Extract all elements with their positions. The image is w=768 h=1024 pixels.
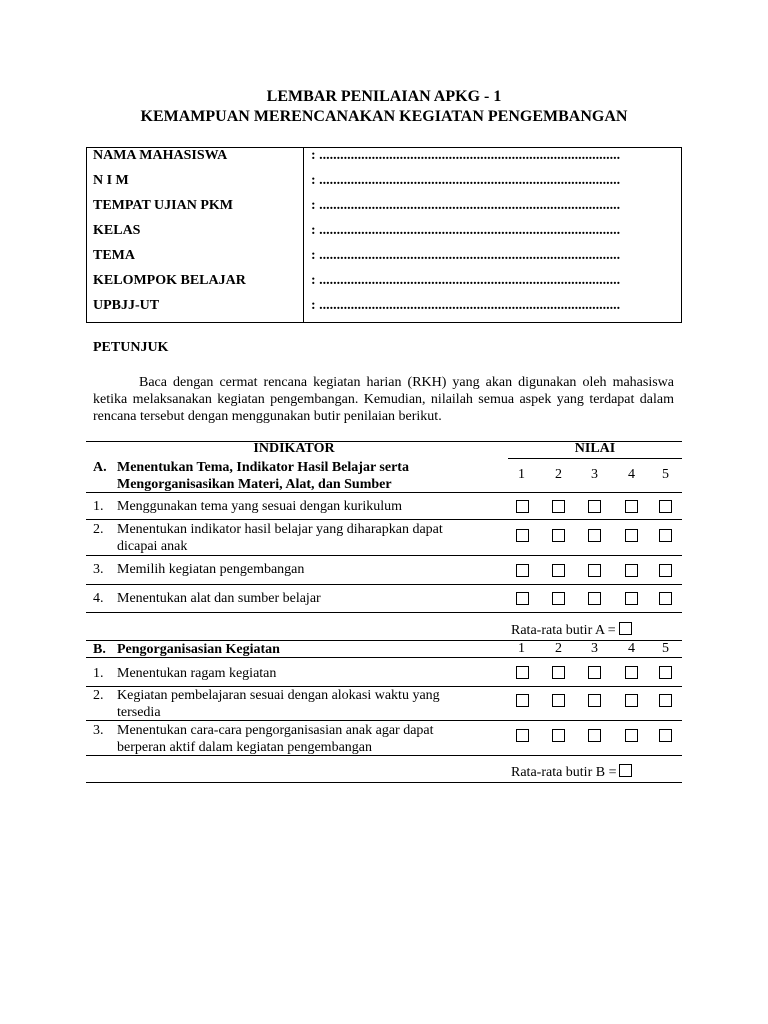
rating-checkbox-a2-1[interactable]	[516, 529, 529, 542]
item-number: 1.	[93, 499, 104, 514]
rating-checkbox-b1-4[interactable]	[625, 666, 638, 679]
item-text: berperan aktif dalam kegiatan pengembangan	[117, 740, 372, 755]
item-number: 1.	[93, 666, 104, 681]
item-number: 3.	[93, 723, 104, 738]
item-text: Menentukan alat dan sumber belajar	[117, 591, 321, 606]
item-text: Menentukan indikator hasil belajar yang diharapkan dapat	[117, 522, 443, 537]
rating-checkbox-a1-3[interactable]	[588, 500, 601, 513]
instructions-text: Baca dengan cermat rencana kegiatan harian (RKH) yang akan digunakan oleh mahasiswa ketika melaksanakan kegiatan pengembangan. Kemudian, nilailah semua aspek yang terdapat dalam rencana tersebut dengan menggunakan butir penilaian berikut.	[93, 375, 674, 424]
row-rule	[86, 555, 682, 556]
item-number: 2.	[93, 522, 104, 537]
identity-label: KELAS	[93, 223, 141, 238]
identity-label: UPBJJ-UT	[93, 298, 160, 313]
item-number: 4.	[93, 591, 104, 606]
identity-row-upbjj	[87, 298, 681, 318]
rating-checkbox-a2-4[interactable]	[625, 529, 638, 542]
section-a-title-line2: Mengorganisasikan Materi, Alat, dan Sumber	[117, 477, 392, 492]
scale-label: 4	[628, 467, 635, 482]
rating-checkbox-a4-5[interactable]	[659, 592, 672, 605]
average-a	[511, 622, 632, 639]
average-b	[511, 764, 632, 781]
identity-row-kelas	[87, 223, 681, 243]
rating-checkbox-a3-4[interactable]	[625, 564, 638, 577]
item-text: Menentukan ragam kegiatan	[117, 666, 277, 681]
row-rule	[86, 657, 682, 658]
section-b-title: Pengorganisasian Kegiatan	[117, 642, 280, 657]
identity-field-tema[interactable]: : ......................................................................................	[311, 248, 621, 263]
average-b-label: Rata-rata butir B =	[511, 765, 617, 780]
rating-checkbox-b3-5[interactable]	[659, 729, 672, 742]
rating-checkbox-b2-3[interactable]	[588, 694, 601, 707]
rating-checkbox-b3-3[interactable]	[588, 729, 601, 742]
row-rule	[86, 755, 682, 756]
identity-field-nim[interactable]: : ......................................................................................	[311, 173, 621, 188]
identity-label: TEMPAT UJIAN PKM	[93, 198, 233, 213]
identity-field-kelas[interactable]: : ......................................................................................	[311, 223, 621, 238]
rating-checkbox-b2-5[interactable]	[659, 694, 672, 707]
item-text: Kegiatan pembelajaran sesuai dengan alokasi waktu yang	[117, 688, 440, 703]
section-a-letter: A.	[93, 460, 107, 475]
rating-checkbox-a3-5[interactable]	[659, 564, 672, 577]
item-number: 2.	[93, 688, 104, 703]
scale-label: 1	[518, 641, 525, 656]
identity-field-upbjj[interactable]: : ......................................................................................	[311, 298, 621, 313]
identity-row-tempat	[87, 198, 681, 218]
identity-table	[86, 147, 682, 323]
identity-row-tema	[87, 248, 681, 268]
rating-checkbox-b1-3[interactable]	[588, 666, 601, 679]
rating-checkbox-a1-2[interactable]	[552, 500, 565, 513]
rating-checkbox-a3-2[interactable]	[552, 564, 565, 577]
scale-label: 5	[662, 467, 669, 482]
rating-checkbox-a3-1[interactable]	[516, 564, 529, 577]
row-rule	[86, 612, 682, 613]
average-a-label: Rata-rata butir A =	[511, 623, 616, 638]
rating-checkbox-b3-2[interactable]	[552, 729, 565, 742]
scale-label: 5	[662, 641, 669, 656]
average-b-box[interactable]	[619, 764, 632, 777]
rating-checkbox-a1-5[interactable]	[659, 500, 672, 513]
row-rule	[86, 584, 682, 585]
identity-label: NAMA MAHASISWA	[93, 148, 228, 163]
identity-field-nama[interactable]: : ......................................................................................	[311, 148, 621, 163]
item-text: tersedia	[117, 705, 161, 720]
col-header-indikator: INDIKATOR	[253, 441, 335, 456]
section-a-title-line1: Menentukan Tema, Indikator Hasil Belajar serta	[117, 460, 409, 475]
rating-checkbox-b3-4[interactable]	[625, 729, 638, 742]
section-b-letter: B.	[93, 642, 106, 657]
scale-label: 4	[628, 641, 635, 656]
rating-checkbox-a1-1[interactable]	[516, 500, 529, 513]
page-title: LEMBAR PENILAIAN APKG - 1	[266, 88, 502, 105]
rating-checkbox-a4-1[interactable]	[516, 592, 529, 605]
row-rule	[86, 519, 682, 520]
rating-checkbox-a4-4[interactable]	[625, 592, 638, 605]
row-rule	[86, 492, 682, 493]
rating-checkbox-a4-3[interactable]	[588, 592, 601, 605]
rating-checkbox-b1-1[interactable]	[516, 666, 529, 679]
instructions-heading: PETUNJUK	[93, 340, 169, 355]
rating-checkbox-a3-3[interactable]	[588, 564, 601, 577]
scale-label: 3	[591, 467, 598, 482]
rating-checkbox-b2-2[interactable]	[552, 694, 565, 707]
identity-field-kelompok[interactable]: : ......................................................................................	[311, 273, 621, 288]
identity-row-nim	[87, 173, 681, 193]
rating-checkbox-a1-4[interactable]	[625, 500, 638, 513]
rating-checkbox-a2-3[interactable]	[588, 529, 601, 542]
rating-checkbox-b1-2[interactable]	[552, 666, 565, 679]
scale-label: 1	[518, 467, 525, 482]
identity-field-tempat[interactable]: : ......................................................................................	[311, 198, 621, 213]
rating-checkbox-b3-1[interactable]	[516, 729, 529, 742]
page-subtitle: KEMAMPUAN MERENCANAKAN KEGIATAN PENGEMBANGAN	[140, 108, 628, 125]
identity-label: KELOMPOK BELAJAR	[93, 273, 246, 288]
table-bottom-rule	[86, 782, 682, 783]
item-text: Menentukan cara-cara pengorganisasian anak agar dapat	[117, 723, 434, 738]
item-text: Memilih kegiatan pengembangan	[117, 562, 305, 577]
item-text: Menggunakan tema yang sesuai dengan kurikulum	[117, 499, 402, 514]
item-number: 3.	[93, 562, 104, 577]
row-rule	[86, 720, 682, 721]
identity-label: TEMA	[93, 248, 135, 263]
identity-row-nama	[87, 148, 681, 168]
scale-label: 2	[555, 641, 562, 656]
average-a-box[interactable]	[619, 622, 632, 635]
rating-checkbox-a2-5[interactable]	[659, 529, 672, 542]
item-text: dicapai anak	[117, 539, 188, 554]
rating-checkbox-b2-4[interactable]	[625, 694, 638, 707]
rating-checkbox-b1-5[interactable]	[659, 666, 672, 679]
nilai-header-rule	[508, 458, 682, 459]
scale-label: 2	[555, 467, 562, 482]
col-header-nilai: NILAI	[574, 441, 616, 456]
scale-label: 3	[591, 641, 598, 656]
rating-checkbox-a2-2[interactable]	[552, 529, 565, 542]
rating-checkbox-b2-1[interactable]	[516, 694, 529, 707]
rating-checkbox-a4-2[interactable]	[552, 592, 565, 605]
identity-row-kelompok	[87, 273, 681, 293]
identity-label: N I M	[93, 173, 129, 188]
